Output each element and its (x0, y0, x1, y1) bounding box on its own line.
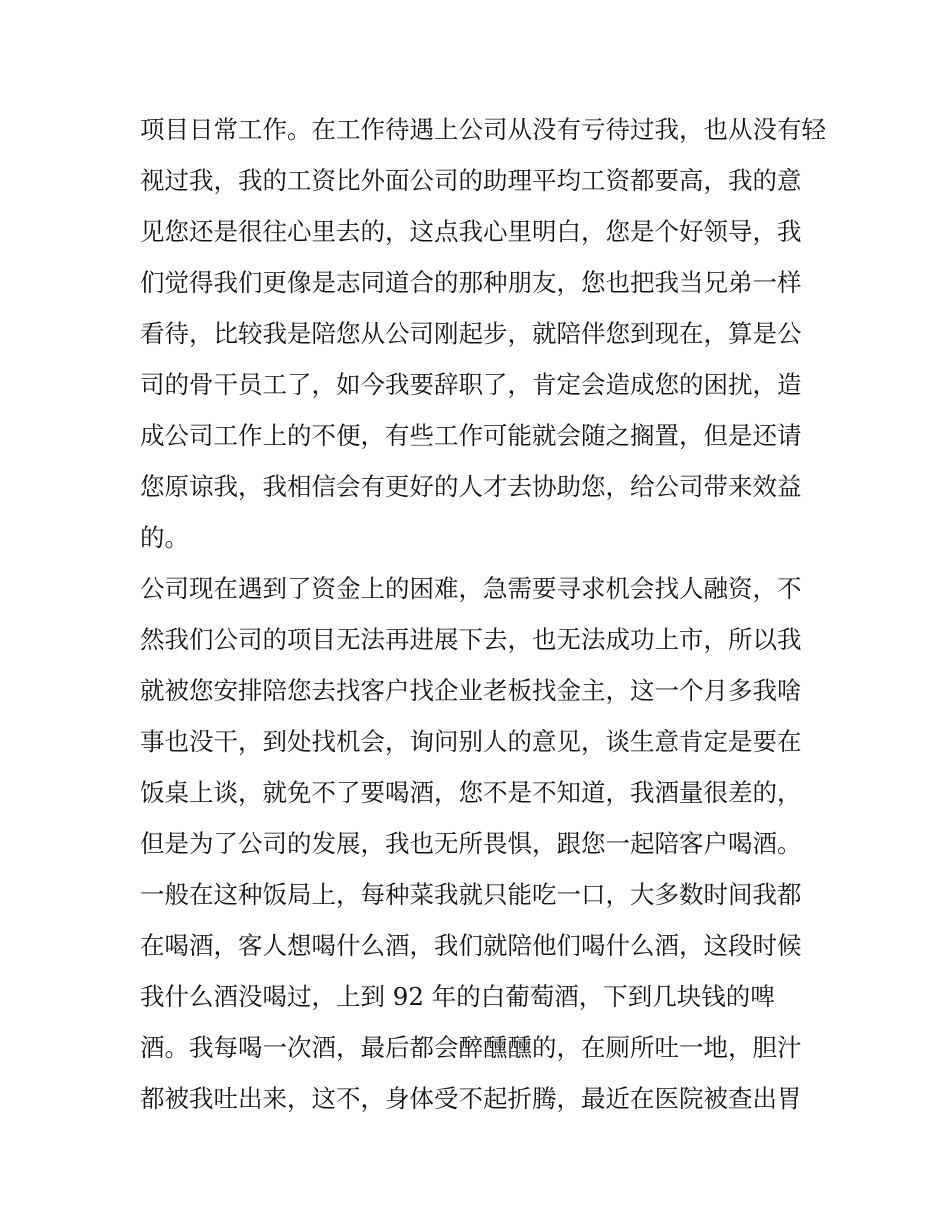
text-line: 饭桌上谈，就免不了要喝酒，您不是不知道，我酒量很差的， (140, 778, 802, 807)
text-line: 的。 (140, 523, 189, 552)
text-line: 在喝酒，客人想喝什么酒，我们就陪他们喝什么酒，这段时候 (140, 931, 802, 960)
text-line: 事也没干，到处找机会，询问别人的意见，谈生意肯定是要在 (140, 727, 802, 756)
text-line: 但是为了公司的发展，我也无所畏惧，跟您一起陪客户喝酒。 (140, 829, 802, 858)
text-line: 您原谅我，我相信会有更好的人才去协助您，给公司带来效益 (140, 472, 802, 501)
text-line: 成公司工作上的不便，有些工作可能就会随之搁置，但是还请 (140, 421, 802, 450)
text-line: 见您还是很往心里去的，这点我心里明白，您是个好领导，我 (140, 217, 802, 246)
text-line: 看待，比较我是陪您从公司刚起步，就陪伴您到现在，算是公 (140, 319, 802, 348)
text-line: 都被我吐出来，这不，身体受不起折腾，最近在医院被查出胃 (140, 1084, 802, 1113)
text-line: 们觉得我们更像是志同道合的那种朋友，您也把我当兄弟一样 (140, 268, 802, 297)
text-line: 然我们公司的项目无法再进展下去，也无法成功上市，所以我 (140, 625, 802, 654)
text-line: 一般在这种饭局上，每种菜我就只能吃一口，大多数时间我都 (140, 880, 802, 909)
text-line: 视过我，我的工资比外面公司的助理平均工资都要高，我的意 (140, 166, 802, 195)
text-line: 公司现在遇到了资金上的困难，急需要寻求机会找人融资，不 (140, 574, 802, 603)
text-line: 我什么酒没喝过，上到 92 年的白葡萄酒，下到几块钱的啤 (140, 982, 775, 1011)
text-line: 酒。我每喝一次酒，最后都会醉醺醺的，在厕所吐一地，胆汁 (140, 1033, 802, 1062)
text-line: 司的骨干员工了，如今我要辞职了，肯定会造成您的困扰，造 (140, 370, 802, 399)
body-text (140, 104, 826, 1124)
text-line: 就被您安排陪您去找客户找企业老板找金主，这一个月多我啥 (140, 676, 802, 705)
text-line: 项目日常工作。在工作待遇上公司从没有亏待过我，也从没有轻 (140, 115, 826, 144)
